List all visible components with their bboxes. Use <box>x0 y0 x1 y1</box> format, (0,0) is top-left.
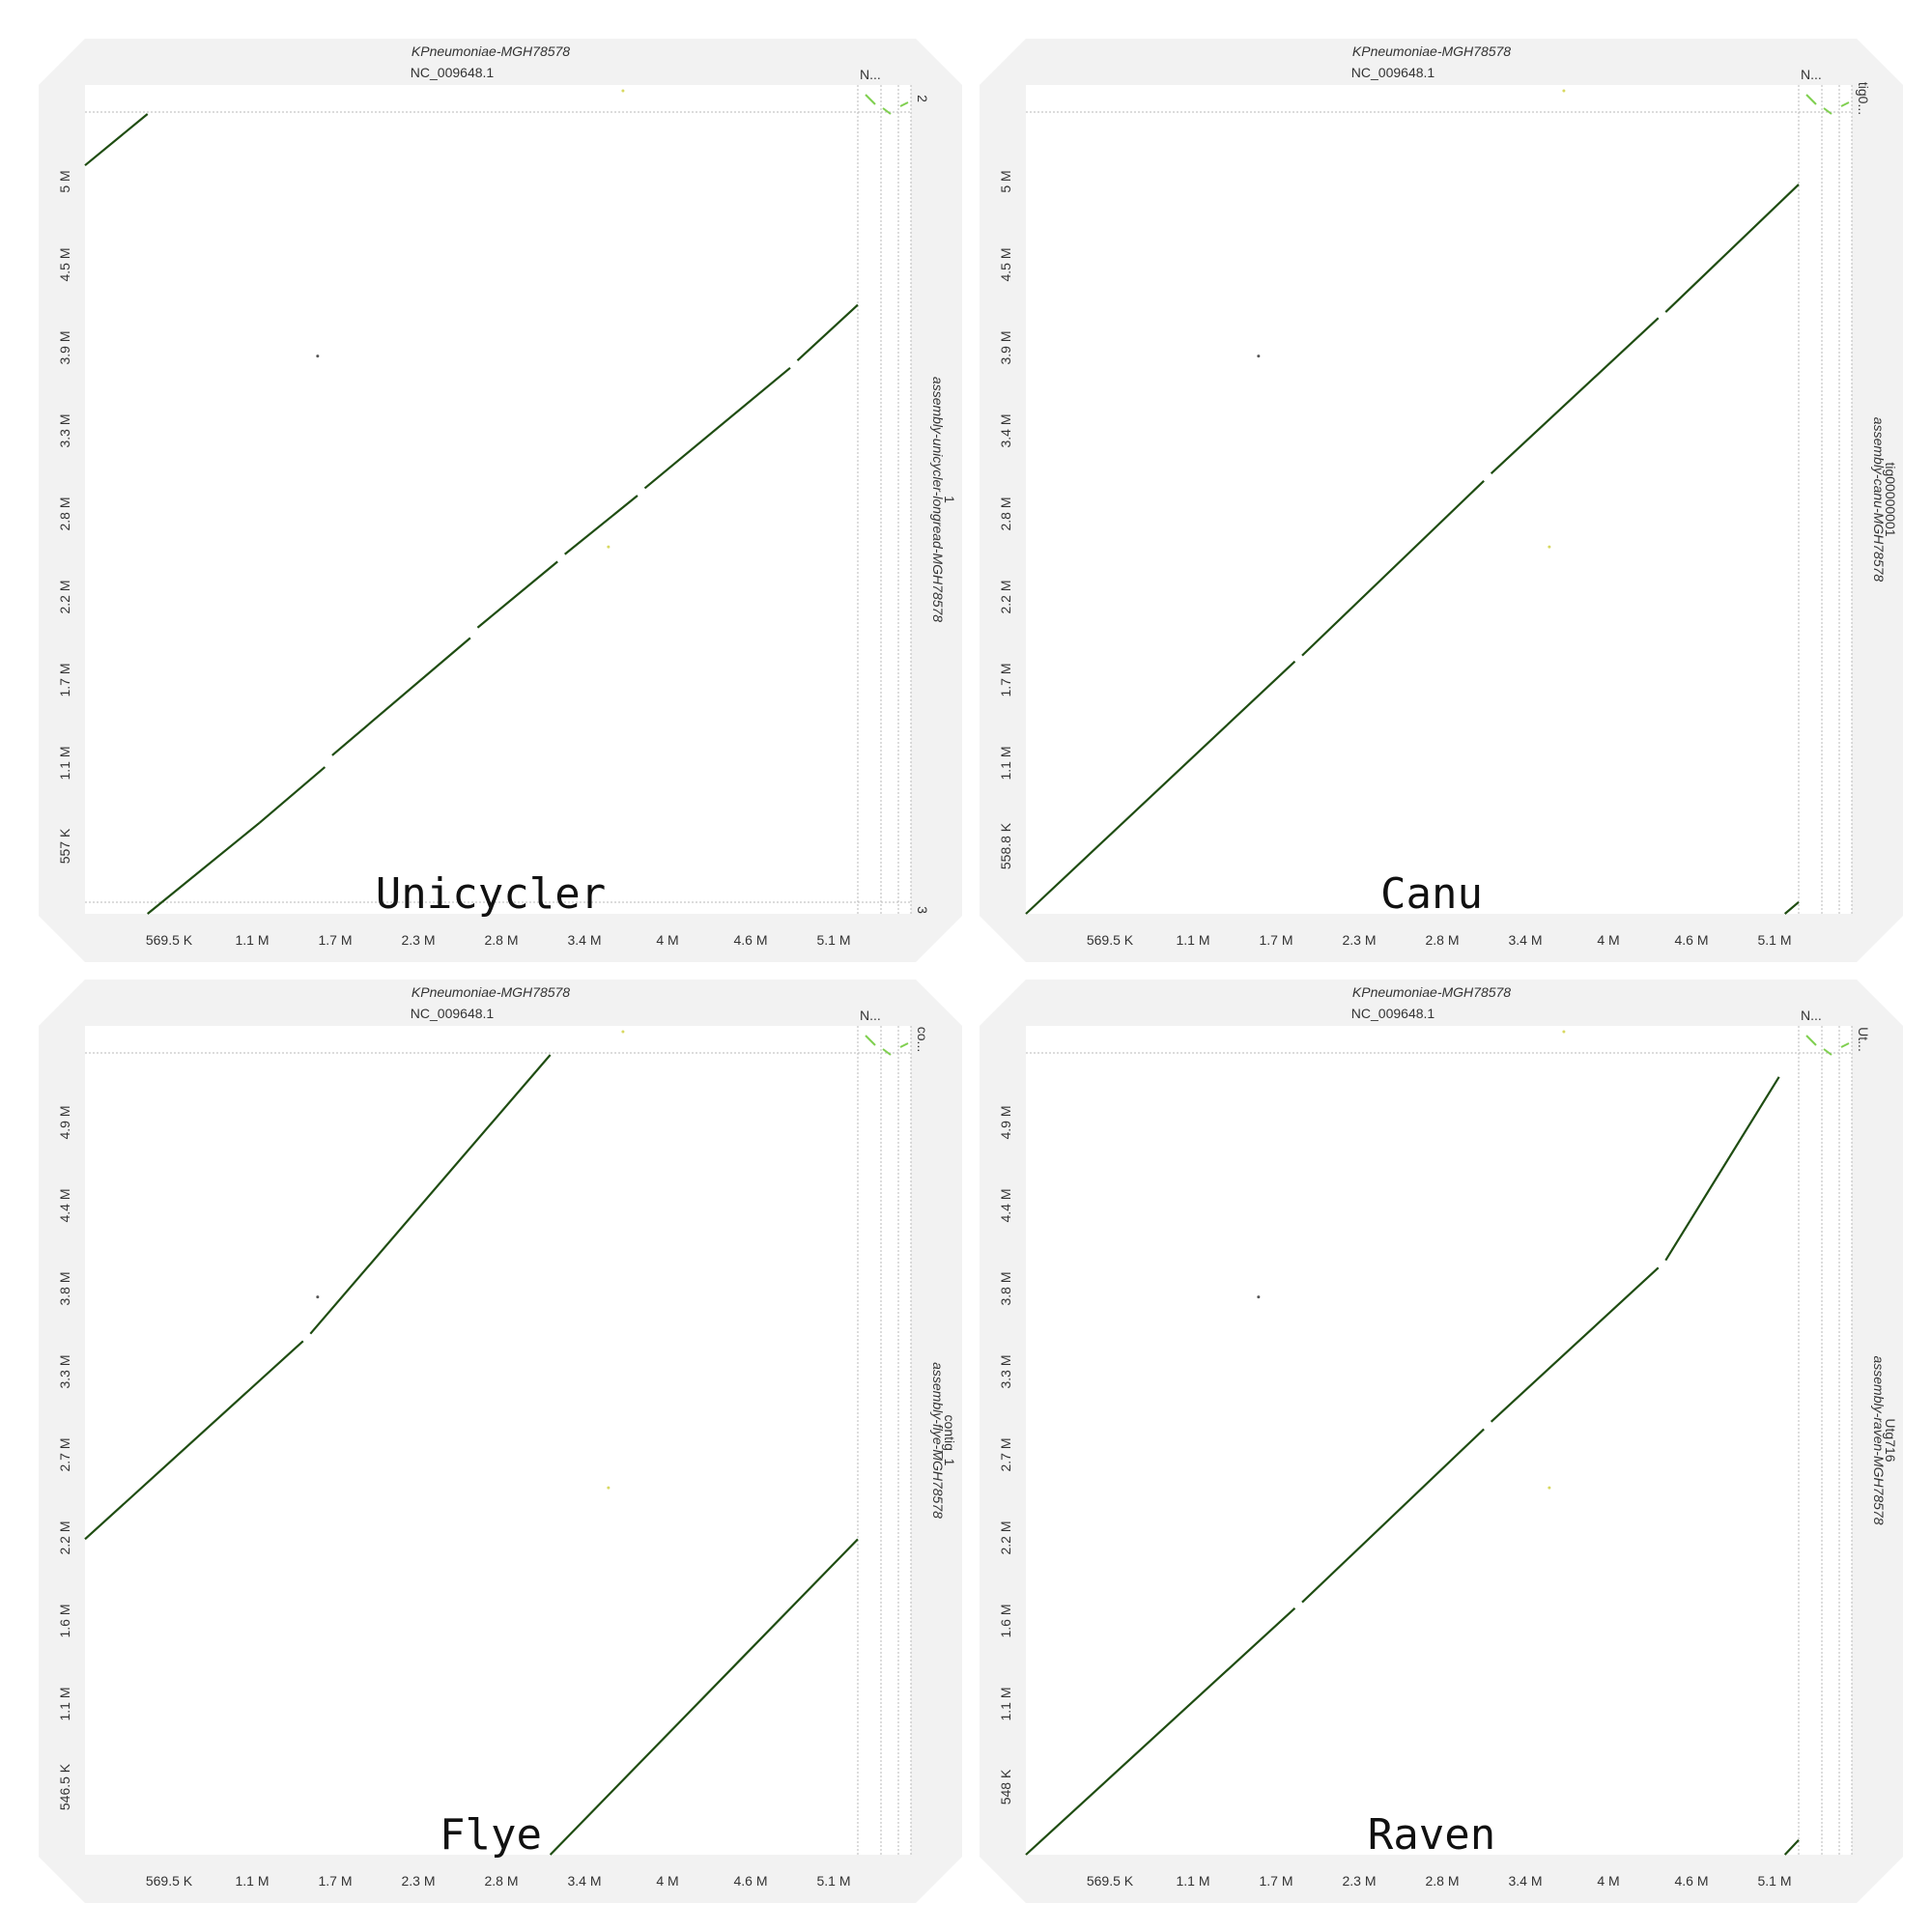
x-tick-label: 2.3 M <box>1342 932 1377 948</box>
y-tick-label: 4.9 M <box>57 1105 72 1140</box>
y-tick-label: 558.8 K <box>998 822 1013 870</box>
y-tick-label: 3.3 M <box>998 1354 1013 1389</box>
repeat-dot <box>1548 1487 1550 1490</box>
repeat-dot <box>607 546 610 549</box>
x-tick-label: 569.5 K <box>1086 932 1134 948</box>
x-tick-label: 1.1 M <box>235 932 270 948</box>
query-sequence-label: Utg716 <box>1883 1418 1898 1463</box>
x-tick-label: 3.4 M <box>1508 1873 1543 1889</box>
query-title: assembly-flye-MGH78578 <box>930 1362 946 1519</box>
repeat-dot <box>607 1487 610 1490</box>
x-tick-label: 4.6 M <box>733 1873 768 1889</box>
y-tick-label: 1.1 M <box>998 1687 1013 1721</box>
reference-title: KPneumoniae-MGH78578 <box>411 43 571 59</box>
panel-label: Unicycler <box>375 869 607 919</box>
y-tick-label: 1.1 M <box>57 746 72 781</box>
y-tick-label: 1.7 M <box>998 663 1013 697</box>
query-title: assembly-unicycler-longread-MGH78578 <box>930 376 946 623</box>
x-tick-label: 1.1 M <box>1176 932 1210 948</box>
x-tick-label: 4 M <box>1597 1873 1620 1889</box>
y-tick-label: 3.3 M <box>57 413 72 448</box>
y-tick-label: 2.8 M <box>998 497 1013 531</box>
y-tick-label: 2.7 M <box>998 1437 1013 1472</box>
y-tick-label: 4.9 M <box>998 1105 1013 1140</box>
repeat-dot <box>316 1295 319 1298</box>
x-tick-label: 3.4 M <box>567 932 602 948</box>
x-tick-label: 2.3 M <box>401 932 436 948</box>
reference-extra-label: N... <box>860 1008 881 1023</box>
y-tick-label: 557 K <box>57 828 72 865</box>
repeat-dot <box>316 355 319 357</box>
x-tick-label: 1.1 M <box>1176 1873 1210 1889</box>
reference-extra-label: N... <box>1801 1008 1822 1023</box>
repeat-dot <box>621 1031 624 1034</box>
y-tick-label: 3.8 M <box>57 1271 72 1306</box>
y-tick-label: 3.8 M <box>998 1271 1013 1306</box>
plot-area <box>85 1026 911 1855</box>
x-tick-label: 569.5 K <box>145 932 193 948</box>
y-tick-label: 2.2 M <box>998 1520 1013 1555</box>
reference-title: KPneumoniae-MGH78578 <box>1351 43 1512 59</box>
query-sequence-label: co... <box>915 1026 930 1053</box>
plot-area <box>85 85 911 914</box>
query-sequence-label: 1 <box>942 496 957 503</box>
repeat-dot <box>1548 546 1550 549</box>
dotplot-panel-raven <box>980 980 1903 1903</box>
x-tick-label: 569.5 K <box>145 1873 193 1889</box>
reference-title: KPneumoniae-MGH78578 <box>411 984 571 1000</box>
x-tick-label: 5.1 M <box>816 1873 851 1889</box>
y-tick-label: 1.7 M <box>57 663 72 697</box>
query-title: assembly-canu-MGH78578 <box>1871 416 1887 582</box>
y-tick-label: 546.5 K <box>57 1763 72 1811</box>
reference-title: KPneumoniae-MGH78578 <box>1351 984 1512 1000</box>
panel-label: Flye <box>440 1810 542 1860</box>
y-tick-label: 2.2 M <box>57 580 72 614</box>
plot-area <box>1026 1026 1852 1855</box>
dotplot-panel-canu <box>980 39 1903 962</box>
x-tick-label: 4 M <box>656 932 679 948</box>
y-tick-label: 2.2 M <box>998 580 1013 614</box>
x-tick-label: 1.7 M <box>1259 932 1293 948</box>
reference-sequence: NC_009648.1 <box>410 65 495 80</box>
y-tick-label: 1.1 M <box>57 1687 72 1721</box>
y-tick-label: 1.1 M <box>998 746 1013 781</box>
y-tick-label: 5 M <box>998 170 1013 193</box>
y-tick-label: 2.8 M <box>57 497 72 531</box>
reference-sequence: NC_009648.1 <box>1350 65 1435 80</box>
x-tick-label: 2.8 M <box>484 932 519 948</box>
y-tick-label: 2.7 M <box>57 1437 72 1472</box>
x-tick-label: 5.1 M <box>816 932 851 948</box>
y-tick-label: 548 K <box>998 1769 1013 1805</box>
dotplot-panel-unicycler <box>39 39 962 962</box>
y-tick-label: 4.5 M <box>998 247 1013 282</box>
y-tick-label: 4.5 M <box>57 247 72 282</box>
y-tick-label: 4.4 M <box>998 1188 1013 1223</box>
y-tick-label: 3.9 M <box>57 330 72 365</box>
y-tick-label: 5 M <box>57 170 72 193</box>
x-tick-label: 2.3 M <box>1342 1873 1377 1889</box>
panel-label: Canu <box>1380 869 1483 919</box>
x-tick-label: 2.8 M <box>1425 1873 1460 1889</box>
repeat-dot <box>1257 355 1260 357</box>
query-title: assembly-raven-MGH78578 <box>1871 1355 1887 1525</box>
query-sequence-label: 3 <box>915 906 930 914</box>
x-tick-label: 1.1 M <box>235 1873 270 1889</box>
dotplot-panel-flye <box>39 980 962 1903</box>
x-tick-label: 4 M <box>1597 932 1620 948</box>
query-sequence-label: tig00000001 <box>1883 462 1898 537</box>
repeat-dot <box>1562 1031 1565 1034</box>
x-tick-label: 569.5 K <box>1086 1873 1134 1889</box>
x-tick-label: 1.7 M <box>318 932 353 948</box>
y-tick-label: 1.6 M <box>998 1604 1013 1638</box>
query-sequence-label: tig0... <box>1856 81 1871 116</box>
x-tick-label: 5.1 M <box>1757 1873 1792 1889</box>
reference-sequence: NC_009648.1 <box>1350 1006 1435 1021</box>
x-tick-label: 5.1 M <box>1757 932 1792 948</box>
y-tick-label: 3.9 M <box>998 330 1013 365</box>
x-tick-label: 3.4 M <box>567 1873 602 1889</box>
repeat-dot <box>1562 90 1565 93</box>
x-tick-label: 1.7 M <box>318 1873 353 1889</box>
query-sequence-label: 2 <box>915 95 930 102</box>
x-tick-label: 2.8 M <box>484 1873 519 1889</box>
reference-sequence: NC_009648.1 <box>410 1006 495 1021</box>
y-tick-label: 2.2 M <box>57 1520 72 1555</box>
repeat-dot <box>1257 1295 1260 1298</box>
y-tick-label: 3.3 M <box>57 1354 72 1389</box>
x-tick-label: 2.3 M <box>401 1873 436 1889</box>
x-tick-label: 4.6 M <box>1674 1873 1709 1889</box>
plot-area <box>1026 85 1852 914</box>
x-tick-label: 4.6 M <box>1674 932 1709 948</box>
x-tick-label: 3.4 M <box>1508 932 1543 948</box>
query-sequence-label: contig_1 <box>942 1414 957 1466</box>
panel-label: Raven <box>1367 1810 1496 1860</box>
reference-extra-label: N... <box>1801 67 1822 82</box>
x-tick-label: 4.6 M <box>733 932 768 948</box>
x-tick-label: 1.7 M <box>1259 1873 1293 1889</box>
y-tick-label: 4.4 M <box>57 1188 72 1223</box>
y-tick-label: 1.6 M <box>57 1604 72 1638</box>
query-sequence-label: Ut... <box>1856 1027 1871 1052</box>
reference-extra-label: N... <box>860 67 881 82</box>
x-tick-label: 4 M <box>656 1873 679 1889</box>
y-tick-label: 3.4 M <box>998 413 1013 448</box>
repeat-dot <box>621 90 624 93</box>
x-tick-label: 2.8 M <box>1425 932 1460 948</box>
